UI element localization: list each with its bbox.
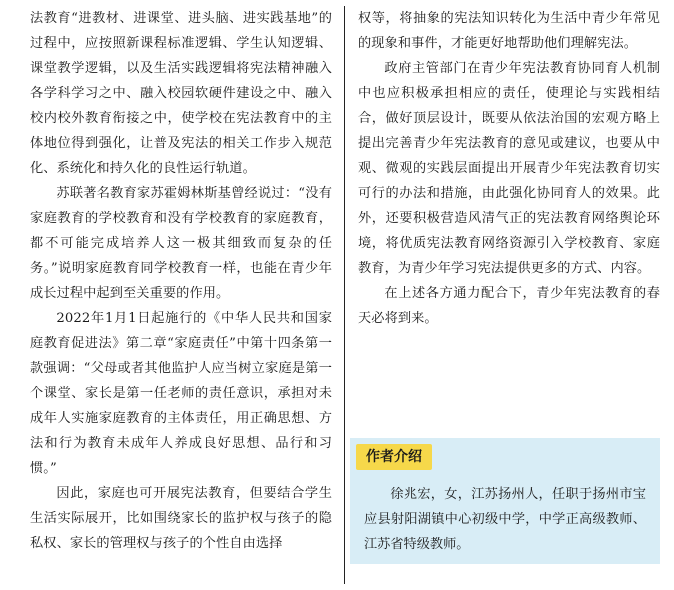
left-paragraph-3: 2022年1月1日起施行的《中华人民共和国家庭教育促进法》第二章“家庭责任”中第十四条第一款强调：“父母或者其他监护人应当树立家庭是第一个课堂、家长是第一任老师的责任意识，承担对未成年人实施家庭教育的主体责任，用正确思想、方法和行为教育未成年人养成良好思想、品行和习惯。” — [30, 311, 332, 476]
left-paragraph-1: 法教育“进教材、进课堂、进头脑、进实践基地”的过程中，应按照新课程标准逻辑、学生认知逻辑、课堂教学逻辑，以及生活实践逻辑将宪法精神融入各学科学习之中、融入校园软硬件建设之中、融入校内校外教育衔接之中，使学校在宪法教育中的主体地位得到强化，让普及宪法的相关工作步入规范化、系统化和持久化的良性运行轨道。 — [30, 11, 332, 176]
left-paragraph-4: 因此，家庭也可开展宪法教育，但要结合学生生活实际展开，比如围绕家长的监护权与孩子的隐私权、家长的管理权与孩子的个性自由选择 — [30, 486, 332, 551]
right-paragraph-1: 权等，将抽象的宪法知识转化为生活中青少年常见的现象和事件，才能更好地帮助他们理解宪法。 — [358, 11, 660, 51]
author-bio-tag: 作者介绍 — [356, 444, 432, 470]
author-bio-box — [350, 438, 660, 564]
right-paragraph-3: 在上述各方通力配合下，青少年宪法教育的春天必将到来。 — [358, 286, 660, 326]
column-divider — [344, 6, 345, 584]
left-paragraph-2: 苏联著名教育家苏霍姆林斯基曾经说过：“没有家庭教育的学校教育和没有学校教育的家庭教育，都不可能完成培养人这一极其细致而复杂的任务。”说明家庭教育同学校教育一样，也能在青少年成长过程中起到至关重要的作用。 — [30, 186, 332, 301]
left-column — [30, 6, 332, 556]
author-bio-text: 徐兆宏，女，江苏扬州人，任职于扬州市宝应县射阳湖镇中心初级中学，中学正高级教师、江苏省特级教师。 — [364, 487, 646, 552]
right-column — [358, 6, 660, 331]
right-paragraph-2: 政府主管部门在青少年宪法教育协同育人机制中也应积极承担相应的责任，使理论与实践相结合，做好顶层设计，既要从依法治国的宏观方略上提出完善青少年宪法教育的意见或建议，也要从中观、微观的实践层面提出开展青少年宪法教育切实可行的办法和措施，由此强化协同育人的效果。此外，还要积极营造风清气正的宪法教育网络舆论环境，将优质宪法教育网络资源引入学校教育、家庭教育，为青少年学习宪法提供更多的方式、内容。 — [358, 61, 660, 276]
